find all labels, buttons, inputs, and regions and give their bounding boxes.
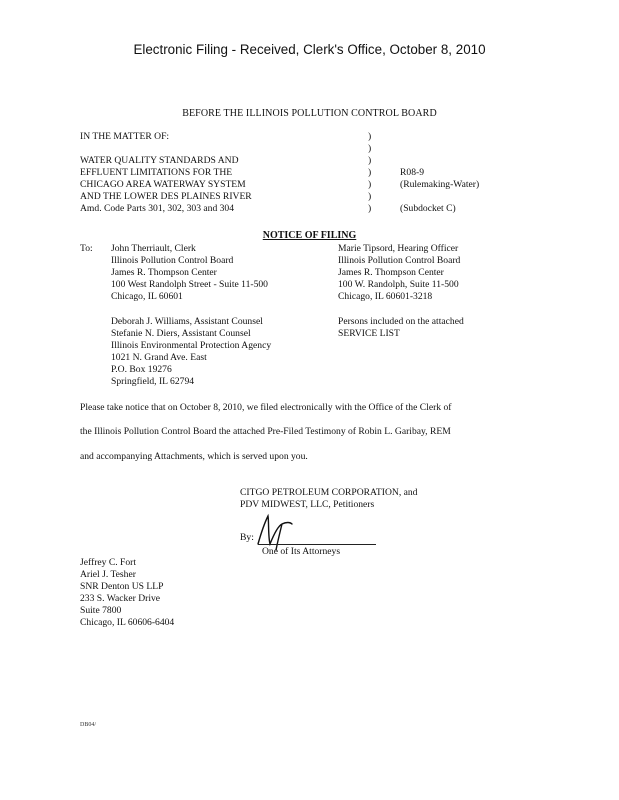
- address-line: 100 W. Randolph, Suite 11-500: [338, 279, 459, 290]
- by-label: By:: [240, 532, 254, 543]
- recipient-iepa: [111, 316, 271, 388]
- party-line: CITGO PETROLEUM CORPORATION, and: [240, 487, 418, 498]
- caption-parens: [368, 131, 371, 215]
- caption-line: AND THE LOWER DES PLAINES RIVER: [80, 191, 252, 202]
- caption-line: [80, 143, 252, 155]
- address-line: Illinois Environmental Protection Agency: [111, 340, 272, 351]
- address-line: Illinois Pollution Control Board: [338, 255, 461, 266]
- counsel-line: SNR Denton US LLP: [80, 581, 164, 592]
- address-line: Stefanie N. Diers, Assistant Counsel: [111, 328, 251, 339]
- party-line: PDV MIDWEST, LLC, Petitioners: [240, 499, 375, 510]
- paren: ): [368, 131, 372, 142]
- counsel-line: Chicago, IL 60606-6404: [80, 617, 175, 628]
- paren: ): [368, 191, 372, 202]
- caption-right-line: [400, 155, 479, 167]
- paren: ): [368, 179, 372, 190]
- caption-line: CHICAGO AREA WATERWAY SYSTEM: [80, 179, 246, 190]
- caption-line: Amd. Code Parts 301, 302, 303 and 304: [80, 203, 235, 214]
- body-line: Please take notice that on October 8, 2010, we filed electronically with the Office of the Clerk of: [80, 402, 452, 413]
- to-label: To:: [80, 243, 93, 254]
- address-line: James R. Thompson Center: [338, 267, 444, 278]
- address-line: 1021 N. Grand Ave. East: [111, 352, 207, 363]
- signature-party: [240, 487, 417, 511]
- notice-title: NOTICE OF FILING: [262, 230, 357, 241]
- caption-line: EFFLUENT LIMITATIONS FOR THE: [80, 167, 233, 178]
- caption-right-line: [400, 191, 479, 203]
- address-line: Chicago, IL 60601-3218: [338, 291, 433, 302]
- paren: ): [368, 203, 372, 214]
- docket-number: R08-9: [400, 167, 424, 178]
- address-line: James R. Thompson Center: [111, 267, 217, 278]
- caption-line: IN THE MATTER OF:: [80, 131, 170, 142]
- attorney-line: One of Its Attorneys: [262, 546, 341, 557]
- address-line: Marie Tipsord, Hearing Officer: [338, 243, 459, 254]
- address-line: Springfield, IL 62794: [111, 376, 195, 387]
- caption-right-line: [400, 143, 479, 155]
- caption-right: [400, 131, 479, 215]
- paren: ): [368, 167, 372, 178]
- recipient-service-list: [338, 316, 464, 340]
- caption-right-line: [400, 131, 479, 143]
- signature-line: [258, 544, 376, 545]
- counsel-line: 233 S. Wacker Drive: [80, 593, 161, 604]
- board-title: BEFORE THE ILLINOIS POLLUTION CONTROL BOARD: [182, 108, 437, 119]
- address-line: Chicago, IL 60601: [111, 291, 183, 302]
- subdocket: (Subdocket C): [400, 203, 456, 214]
- body-line: and accompanying Attachments, which is served upon you.: [80, 451, 308, 462]
- body-line: the Illinois Pollution Control Board the attached Pre-Filed Testimony of Robin L. Garibay, REM: [80, 426, 451, 437]
- address-line: SERVICE LIST: [338, 328, 400, 339]
- recipient-hearing-officer: [338, 243, 460, 303]
- caption-left: [80, 131, 252, 215]
- filing-stamp: Electronic Filing - Received, Clerk's Office, October 8, 2010: [133, 42, 486, 57]
- paren: ): [368, 155, 372, 166]
- counsel-line: Jeffrey C. Fort: [80, 557, 137, 568]
- address-line: P.O. Box 19276: [111, 364, 172, 375]
- caption-line: WATER QUALITY STANDARDS AND: [80, 155, 239, 166]
- footer-code: DB04/: [80, 722, 97, 728]
- address-line: 100 West Randolph Street - Suite 11-500: [111, 279, 268, 290]
- address-line: Illinois Pollution Control Board: [111, 255, 234, 266]
- address-line: Deborah J. Williams, Assistant Counsel: [111, 316, 263, 327]
- counsel-block: [80, 557, 174, 629]
- docket-type: (Rulemaking-Water): [400, 179, 480, 190]
- address-line: John Therriault, Clerk: [111, 243, 196, 254]
- recipient-clerk: [111, 243, 268, 303]
- paren: ): [368, 143, 372, 154]
- address-line: Persons included on the attached: [338, 316, 464, 327]
- counsel-line: Suite 7800: [80, 605, 122, 616]
- counsel-line: Ariel J. Tesher: [80, 569, 136, 580]
